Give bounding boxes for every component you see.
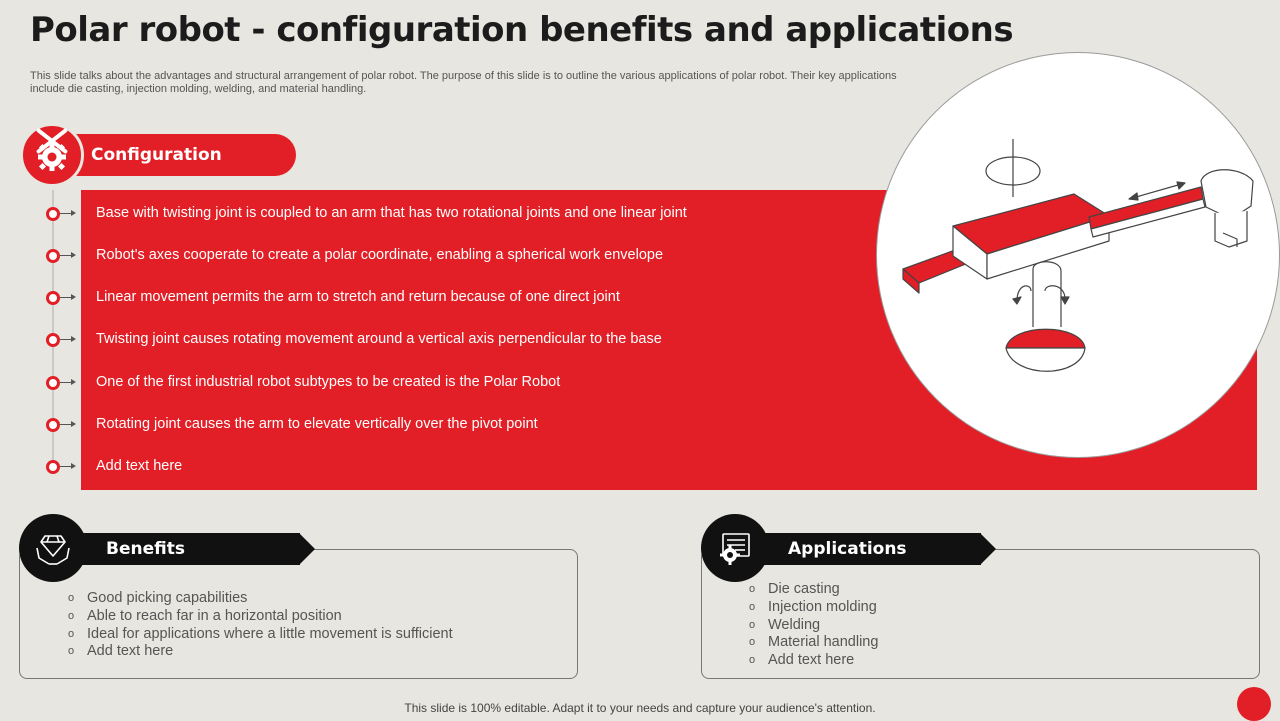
benefits-label: Benefits	[106, 539, 185, 559]
configuration-item: One of the first industrial robot subtypes to be created is the Polar Robot	[96, 374, 561, 390]
configuration-item: Twisting joint causes rotating movement around a vertical axis perpendicular to the base	[96, 331, 662, 347]
application-item: o Add text here	[749, 652, 878, 670]
applications-label: Applications	[788, 539, 907, 559]
diamond-hands-icon	[19, 514, 87, 582]
configuration-label: Configuration	[91, 145, 222, 165]
benefits-list	[68, 590, 453, 661]
bullet-arrow	[60, 339, 74, 340]
bullet-arrow	[60, 213, 74, 214]
applications-list	[749, 581, 878, 670]
application-item: o Material handling	[749, 634, 878, 652]
benefit-item: o Ideal for applications where a little movement is sufficient	[68, 626, 453, 644]
corner-decoration	[1237, 687, 1271, 721]
benefits-header-tip	[299, 533, 315, 565]
application-item: o Welding	[749, 617, 878, 635]
benefits-icon-badge	[19, 514, 87, 582]
application-item: o Injection molding	[749, 599, 878, 617]
configuration-item: Robot's axes cooperate to create a polar coordinate, enabling a spherical work envelope	[96, 247, 664, 263]
slide-description: This slide talks about the advantages and structural arrangement of polar robot. The purpose of this slide is to outline the various applications of polar robot. Their key applications include die casting, injection molding, welding, and material handling.	[30, 70, 897, 95]
polar-robot-illustration	[876, 52, 1280, 458]
polar-robot-drawing	[877, 53, 1280, 458]
gear-wrench-icon	[23, 126, 81, 184]
bullet-arrow	[60, 255, 74, 256]
configuration-icon-badge	[20, 123, 84, 187]
benefit-item: o Able to reach far in a horizontal position	[68, 608, 453, 626]
timeline-bullet	[46, 207, 60, 221]
timeline-bullet	[46, 376, 60, 390]
application-item: o Die casting	[749, 581, 878, 599]
timeline-bullet	[46, 249, 60, 263]
footer-note: This slide is 100% editable. Adapt it to your needs and capture your audience's attention.	[404, 701, 876, 715]
certificate-gear-icon	[701, 514, 769, 582]
configuration-item: Add text here	[96, 458, 183, 474]
configuration-item: Linear movement permits the arm to stretch and return because of one direct joint	[96, 289, 620, 305]
benefit-item: o Add text here	[68, 643, 453, 661]
bullet-arrow	[60, 297, 74, 298]
configuration-item: Base with twisting joint is coupled to an arm that has two rotational joints and one linear joint	[96, 205, 687, 221]
applications-header-tip	[980, 533, 996, 565]
benefit-item: o Good picking capabilities	[68, 590, 453, 608]
configuration-item: Rotating joint causes the arm to elevate vertically over the pivot point	[96, 416, 538, 432]
timeline-bullet	[46, 418, 60, 432]
timeline-bullet	[46, 291, 60, 305]
slide-title: Polar robot - configuration benefits and applications	[30, 10, 1014, 50]
timeline-bullet	[46, 333, 60, 347]
bullet-arrow	[60, 382, 74, 383]
bullet-arrow	[60, 424, 74, 425]
bullet-arrow	[60, 466, 74, 467]
timeline-bullet	[46, 460, 60, 474]
applications-icon-badge	[701, 514, 769, 582]
